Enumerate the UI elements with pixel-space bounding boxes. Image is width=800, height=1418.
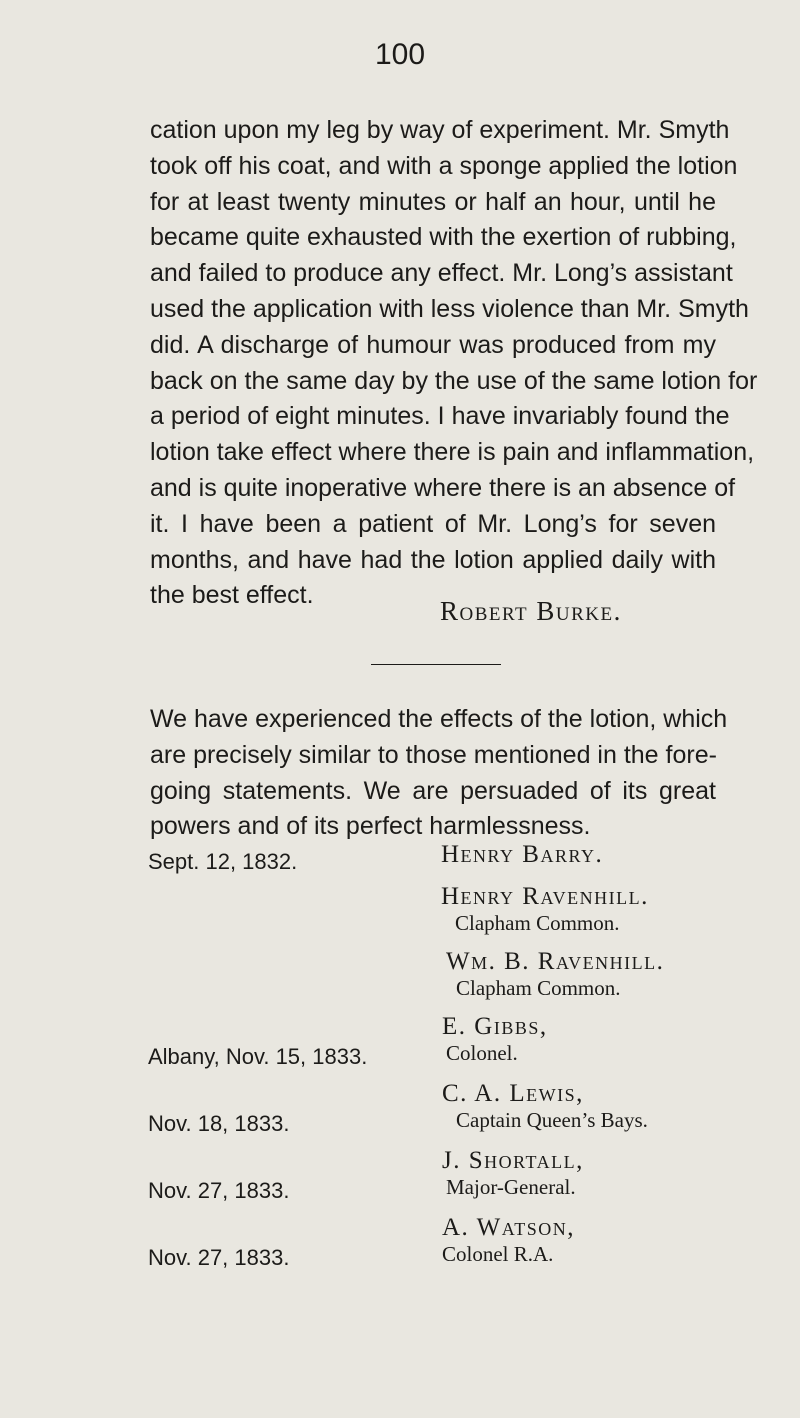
signatory-e-gibbs <box>442 1013 548 1066</box>
signatory-detail: Captain Queen’s Bays. <box>456 1108 648 1132</box>
signatory-detail: Major-General. <box>446 1175 576 1199</box>
date-nov-27-second: Nov. 27, 1833. <box>148 1245 290 1270</box>
text-line: became quite exhausted with the exertion of rubbing, <box>150 223 737 252</box>
signatory-name: Wm. B. Ravenhill. <box>446 948 665 975</box>
date-sept-1832: Sept. 12, 1832. <box>148 849 298 874</box>
signatory-name: Henry Ravenhill. <box>441 883 649 910</box>
signatory-detail: Clapham Common. <box>455 911 620 935</box>
signatory-detail: Colonel. <box>446 1041 518 1065</box>
signatory-name: A. Watson, <box>442 1214 575 1241</box>
text-line: We have experienced the effects of the lotion, which <box>150 705 728 733</box>
text-line: used the application with less violence than Mr. Smyth <box>150 294 749 323</box>
date-nov-18: Nov. 18, 1833. <box>148 1111 290 1136</box>
signatory-detail: Clapham Common. <box>456 976 621 1000</box>
signatory-c-a-lewis <box>442 1080 648 1133</box>
signatory-name: Henry Barry. <box>441 841 604 868</box>
signatory-wm-ravenhill <box>446 948 664 1001</box>
signatory-name: J. Shortall, <box>442 1147 584 1174</box>
text-line: cation upon my leg by way of experiment. Mr. Smyth <box>150 116 730 144</box>
date-nov-27-first: Nov. 27, 1833. <box>148 1178 290 1203</box>
signatory-a-watson <box>442 1214 575 1267</box>
paragraph-1 <box>150 113 758 614</box>
text-line: and is quite inoperative where there is an absence of <box>150 473 736 502</box>
text-line: did. A discharge of humour was produced from my <box>150 330 716 359</box>
text-line: lotion take effect where there is pain and inflammation, <box>150 438 755 467</box>
signatory-henry-ravenhill <box>441 883 649 936</box>
text-line: a period of eight minutes. I have invariably found the <box>150 402 730 431</box>
text-line: the best effect. <box>150 581 314 610</box>
date-albany-nov-15: Albany, Nov. 15, 1833. <box>148 1044 368 1069</box>
text-line: months, and have had the lotion applied daily with <box>150 545 716 574</box>
signatory-j-shortall <box>442 1147 584 1200</box>
text-line: it. I have been a patient of Mr. Long’s for seven <box>150 509 716 538</box>
page-number: 100 <box>374 38 426 71</box>
text-line: back on the same day by the use of the same lotion for <box>150 366 758 395</box>
text-line: took off his coat, and with a sponge applied the lotion <box>150 151 738 180</box>
signatory-name: E. Gibbs, <box>442 1013 548 1040</box>
signatory-detail: Colonel R.A. <box>442 1242 554 1266</box>
signatory-henry-barry <box>441 841 603 869</box>
text-line: and failed to produce any effect. Mr. Long’s assistant <box>150 259 733 288</box>
signature-robert-burke: Robert Burke. <box>440 596 622 626</box>
paragraph-2 <box>150 702 728 845</box>
text-line: powers and of its perfect harmlessness. <box>150 812 591 841</box>
text-line: are precisely similar to those mentioned in the fore- <box>150 740 717 769</box>
text-line: going statements. We are persuaded of its great <box>150 776 716 805</box>
signatory-name: C. A. Lewis, <box>442 1080 584 1107</box>
section-divider <box>371 664 501 665</box>
text-line: for at least twenty minutes or half an hour, until he <box>150 187 716 216</box>
